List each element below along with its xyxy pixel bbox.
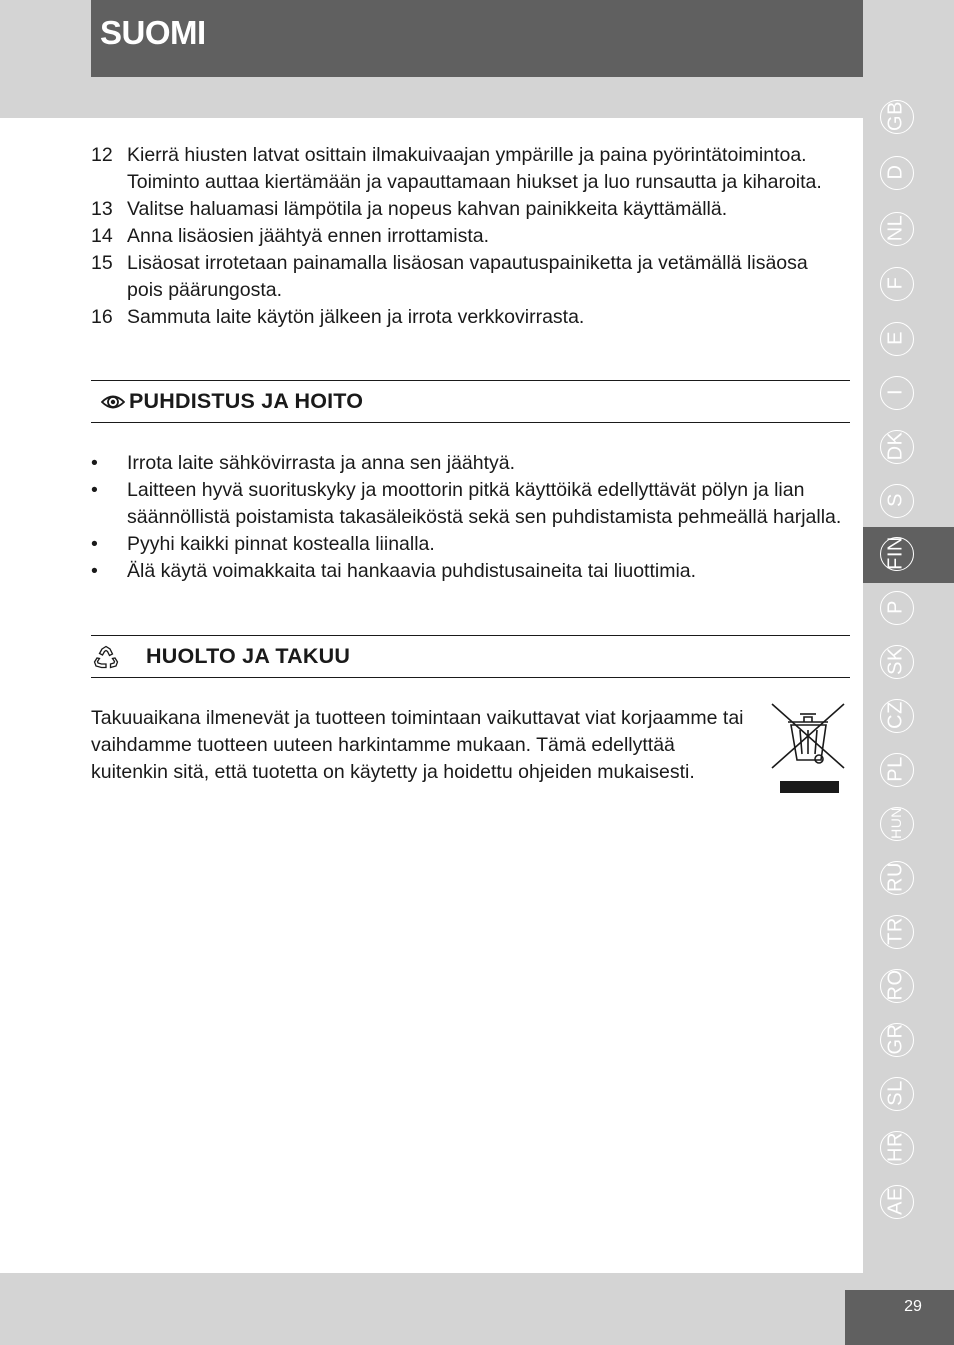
- cleaning-list: [91, 450, 843, 585]
- bullet: •: [91, 479, 98, 501]
- warranty-text: Takuuaikana ilmenevät ja tuotteen toimintaan vaikuttavat viat korjaamme tai vaihdamme tuotteen uuteen harkintamme mukaan. Tämä edellyttää kuitenkin sitä, että tuotetta on käytetty ja hoidettu ohjeiden mukaisesti.: [91, 707, 744, 783]
- item-text: Sammuta laite käytön jälkeen ja irrota verkkovirrasta.: [127, 306, 585, 328]
- item-text: Pyyhi kaikki pinnat kostealla liinalla.: [127, 533, 435, 555]
- recycle-icon: [93, 645, 119, 671]
- tab-label: GR: [884, 1023, 907, 1055]
- list-item: [91, 223, 843, 250]
- tab-label: P: [884, 600, 907, 614]
- lang-tab-nl[interactable]: [863, 202, 954, 258]
- lang-tab-fin-active[interactable]: [863, 527, 954, 583]
- tab-label: AE: [884, 1187, 907, 1215]
- tab-label: DK: [884, 431, 907, 461]
- tab-label: I: [884, 388, 907, 396]
- tab-label: F: [884, 276, 907, 290]
- warranty-title: HUOLTO JA TAKUU: [146, 644, 351, 668]
- bullet: •: [91, 533, 98, 555]
- page-number-box: [845, 1290, 954, 1345]
- item-text: Irrota laite sähkövirrasta ja anna sen jäähtyä.: [127, 452, 516, 474]
- tab-label: D: [884, 164, 907, 180]
- tab-label: NL: [884, 214, 907, 242]
- item-text: Kierrä hiusten latvat osittain ilmakuivaajan ympärille ja paina pyörintätoimintoa. Toiminto auttaa kiertämään ja vapauttamaan hiukset ja luo runsautta ja kiharoita.: [127, 144, 822, 193]
- lang-tab-i[interactable]: [863, 366, 954, 422]
- item-number: 15: [91, 252, 113, 274]
- lang-tab-f[interactable]: [863, 257, 954, 313]
- lang-tab-sl[interactable]: [863, 1067, 954, 1123]
- lang-tab-cz[interactable]: [863, 689, 954, 745]
- lang-tab-ru[interactable]: [863, 851, 954, 907]
- tab-label: E: [884, 331, 907, 345]
- page-number: 29: [904, 1298, 922, 1315]
- language-tabs: [863, 90, 954, 1250]
- lang-tab-ae[interactable]: [863, 1175, 954, 1231]
- item-number: 14: [91, 225, 113, 247]
- list-item: [91, 304, 843, 331]
- cleaning-section-header: [91, 380, 850, 423]
- tab-label: RU: [884, 862, 907, 892]
- tab-label: HUN: [888, 807, 904, 839]
- lang-tab-e[interactable]: [863, 312, 954, 368]
- lang-tab-gr[interactable]: [863, 1013, 954, 1069]
- list-item: [91, 558, 843, 585]
- list-item: [91, 250, 843, 304]
- instruction-list: [91, 142, 843, 331]
- eye-icon: [101, 392, 125, 412]
- tab-label: PL: [884, 756, 907, 782]
- page-title: SUOMI: [100, 14, 206, 51]
- list-item: [91, 450, 843, 477]
- lang-tab-p[interactable]: [863, 581, 954, 637]
- bullet: •: [91, 560, 98, 582]
- tab-label: SL: [884, 1080, 907, 1106]
- lang-tab-hr[interactable]: [863, 1121, 954, 1177]
- tab-label: RO: [884, 969, 907, 1001]
- tab-label: CZ: [884, 701, 907, 729]
- item-number: 13: [91, 198, 113, 220]
- lang-tab-hun[interactable]: [863, 797, 954, 853]
- cleaning-title: PUHDISTUS JA HOITO: [129, 389, 364, 413]
- list-item: [91, 142, 843, 196]
- lang-tab-dk[interactable]: [863, 420, 954, 476]
- tab-label: SK: [884, 647, 907, 675]
- lang-tab-tr[interactable]: [863, 905, 954, 961]
- list-item: [91, 196, 843, 223]
- item-text: Älä käytä voimakkaita tai hankaavia puhdistusaineita tai liuottimia.: [127, 560, 697, 582]
- item-text: Anna lisäosien jäähtyä ennen irrottamista.: [127, 225, 490, 247]
- crossed-bin-icon: [770, 702, 846, 796]
- header-bar: [91, 0, 863, 77]
- bullet: •: [91, 452, 98, 474]
- list-item: [91, 477, 843, 531]
- tab-label: S: [884, 493, 907, 507]
- tab-label: FIN: [884, 536, 907, 570]
- tab-label: TR: [884, 917, 907, 945]
- item-text: Valitse haluamasi lämpötila ja nopeus kahvan painikkeita käyttämällä.: [127, 198, 728, 220]
- item-text: Laitteen hyvä suorituskyky ja moottorin pitkä käyttöikä edellyttävät pölyn ja lian säännöllistä poistamista takasäleiköstä sekä sen puhdistamista pehmeällä harjalla.: [127, 479, 842, 528]
- item-number: 16: [91, 306, 113, 328]
- warranty-section-header: [91, 635, 850, 678]
- item-number: 12: [91, 144, 113, 166]
- item-text: Lisäosat irrotetaan painamalla lisäosan vapautuspainiketta ja vetämällä lisäosa pois päärungosta.: [127, 252, 808, 301]
- lang-tab-ro[interactable]: [863, 959, 954, 1015]
- tab-label: GB: [884, 101, 907, 131]
- lang-tab-d[interactable]: [863, 146, 954, 202]
- lang-tab-sk[interactable]: [863, 635, 954, 691]
- lang-tab-s[interactable]: [863, 474, 954, 530]
- tab-label: HR: [884, 1132, 907, 1162]
- list-item: [91, 531, 843, 558]
- lang-tab-gb[interactable]: [863, 90, 954, 146]
- lang-tab-pl[interactable]: [863, 743, 954, 799]
